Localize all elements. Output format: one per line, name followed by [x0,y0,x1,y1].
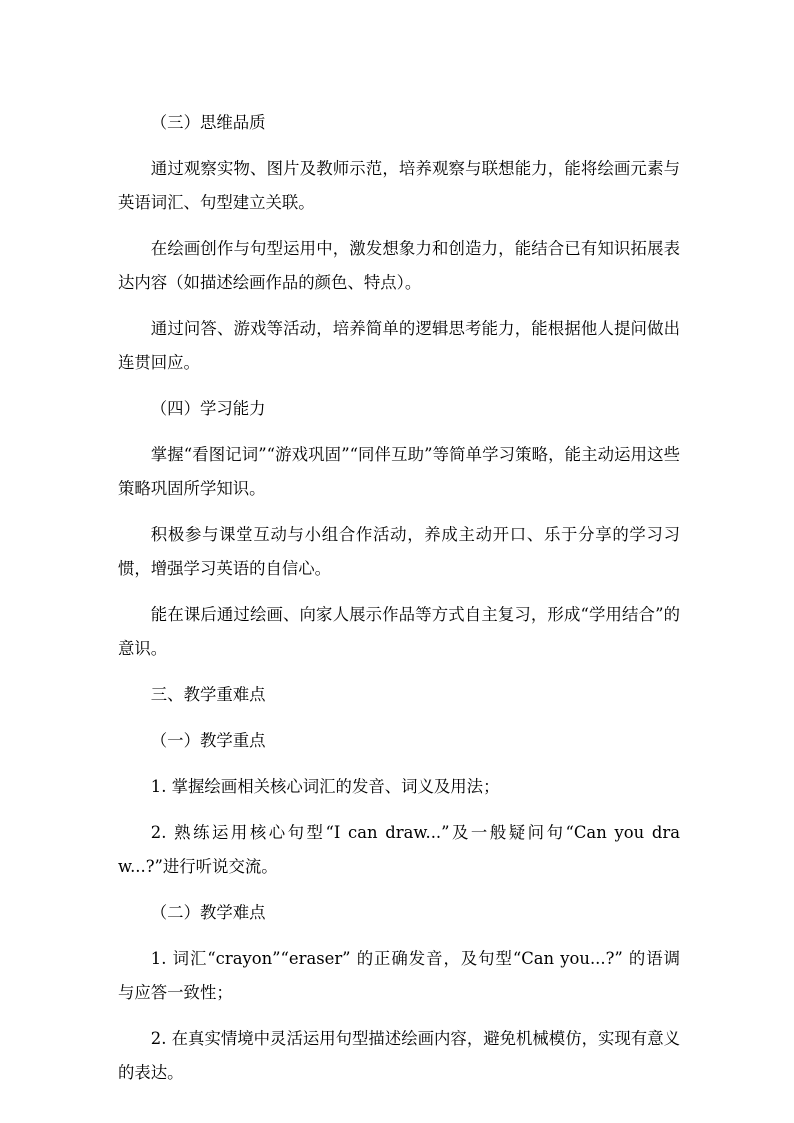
body-paragraph: 通过问答、游戏等活动，培养简单的逻辑思考能力，能根据他人提问做出连贯回应。 [118,319,680,372]
subsection-heading-key-points: （一）教学重点 [150,731,266,750]
document-body [118,106,680,1090]
section-heading-learning-ability: （四）学习能力 [150,399,266,418]
list-item: 2. 在真实情境中灵活运用句型描述绘画内容，避免机械模仿，实现有意义的表达。 [118,1029,680,1082]
list-item: 1. 词汇“crayon”“eraser” 的正确发音，及句型“Can you...?” 的语调与应答一致性； [118,949,680,1002]
section-heading-thinking-quality: （三）思维品质 [150,113,266,132]
list-item: 2. 熟练运用核心句型“I can draw...”及一般疑问句“Can you draw...?”进行听说交流。 [118,823,680,876]
body-paragraph: 能在课后通过绘画、向家人展示作品等方式自主复习，形成“学用结合”的意识。 [118,605,680,658]
body-paragraph: 积极参与课堂互动与小组合作活动，养成主动开口、乐于分享的学习习惯，增强学习英语的自信心。 [118,525,680,578]
list-item: 1. 掌握绘画相关核心词汇的发音、词义及用法； [150,777,500,796]
subsection-heading-difficult-points: （二）教学难点 [150,903,266,922]
section-heading-key-difficult-points: 三、教学重难点 [150,685,266,704]
body-paragraph: 在绘画创作与句型运用中，激发想象力和创造力，能结合已有知识拓展表达内容（如描述绘画作品的颜色、特点）。 [118,239,680,292]
body-paragraph: 通过观察实物、图片及教师示范，培养观察与联想能力，能将绘画元素与英语词汇、句型建立关联。 [118,159,680,212]
body-paragraph: 掌握“看图记词”“游戏巩固”“同伴互助”等简单学习策略，能主动运用这些策略巩固所学知识。 [118,445,680,498]
